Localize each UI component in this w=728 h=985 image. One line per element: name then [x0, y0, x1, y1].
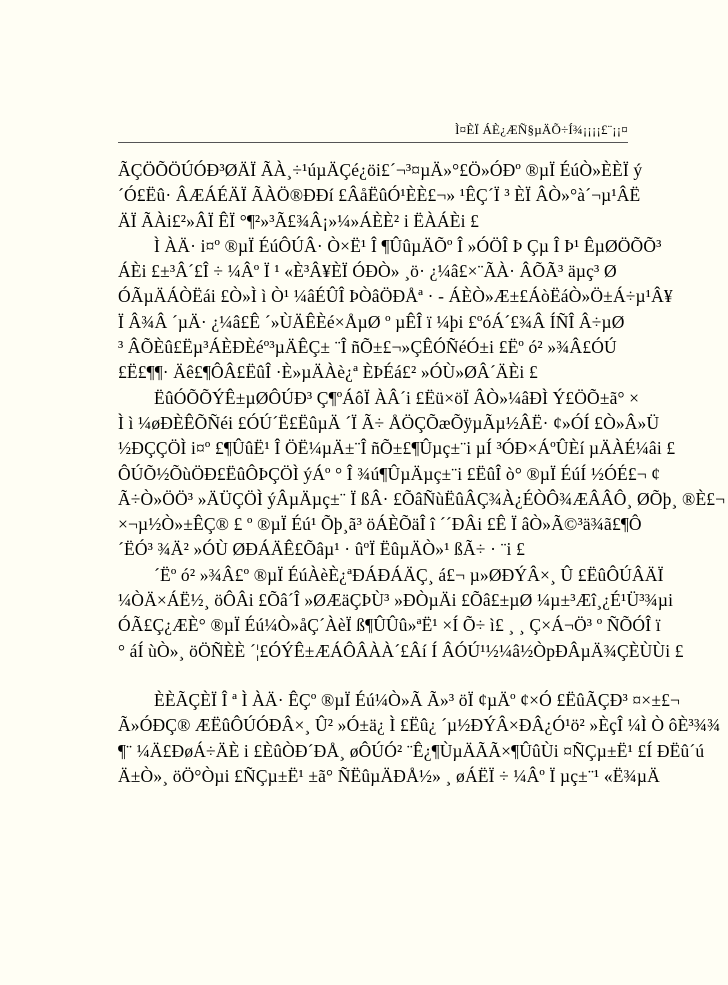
text-line: ´ËÓ³ ¾Ä² »ÓÙ ØÐÁÄÊ£Õâµ¹ · ûºÏ ËûµÄÒ»¹ ßÃ÷ · ¨i £	[118, 539, 525, 560]
text-line: £Ë£¶¶· Äê£¶ÔÂ£ËûÎ ·È»µÄÀè¿ª ÈÞÉá£² »ÓÙ»ØÂ´ÄÈi £	[118, 362, 538, 383]
text-line: ÃÇÖÕÖÚÓÐ³ØÄÏ ÃÀ¸÷¹úµÄÇé¿öi£´¬³¤µÄ»°£Ö»ÓÐº ®µÏ ÉúÒ»ÈÈÏ ý	[118, 160, 643, 180]
text-line: Ã÷Ò»ÖÖ³ »ÄÜÇÖÌ ýÂµÄµç±¨ Ï ßÂ· £ÕâÑùËûÂÇ¾À¿ÉÒÔ¾ÆÂÂÔ¸ ØÕþ¸ ®È£¬	[118, 488, 726, 509]
text-line: ¶¨ ¼Ä£ÐøÁ÷ÄÈ i £ÈûÒÐ´ÐÅ¸ øÔÚÓ² ¨Ê¿¶ÙµÄÃÃ×¶ÛûÙi ¤ÑÇµ±Ë¹ £Í ÐËû´ú	[118, 740, 705, 761]
paragraph	[118, 234, 673, 386]
text-line: ´Ëº ó² »¾Â£º ®µÏ ÉúÀèÈ¿ªÐÁÐÁÄÇ¸ á£¬ µ»ØÐÝÂ×¸ Û £ËûÔÚÂÄÏ	[154, 564, 664, 585]
text-line: ÓÃ£Ç¿ÆÈ° ®µÏ Éú¼Ò»åÇ´ÀèÏ ß¶ÛÛû»ªË¹ ×Í Õ÷ ì£ ¸ ¸ Ç×Á¬Ö³ º ÑÕÓÎ ï	[118, 615, 661, 636]
running-header-title: Ì¤ÈÏ ÁÈ¿ÆÑ§µÄÕ÷Í¾¡¡¡¡£¨¡¡¤	[455, 122, 628, 137]
paragraph	[118, 563, 684, 664]
text-line: ÓÃµÄÁÒËái £Ò»Ì ì Ò¹ ¼âÉÛÎ ÞÒâÖÐÅª · - ÁÈÒ»Æ±£ÁòËáÒ»Ö±Á÷µ¹Â¥	[118, 286, 673, 307]
text-line: ÁÈi £±³Â´£Î ÷ ¼Âº Ï ¹ «È³Â¥ÈÏ ÓÐÒ» ¸ö· ¿¼â£×¨ÃÀ· ÂÕÃ³ äµç³ Ø	[118, 261, 617, 282]
body-text	[118, 158, 726, 789]
text-line: Ì ÀÄ· i¤º ®µÏ ÉúÔÚÂ· Ò×Ë¹ Î ¶ÛûµÄÕº Î »ÓÖÎ Þ Çµ Î Þ¹ ÊµØÖÕÕ³	[154, 235, 662, 256]
text-line: ×¬µ½Ò»±ÊÇ® £ º ®µÏ Éú¹ Õþ¸ã³ öÁÈÕäÎ î ´´ÐÂi £Ê Ï âÒ»Ã©³ä¾ã£¶Ô	[118, 514, 642, 535]
text-line: ´Ó£Ëû· ÂÆÁÉÄÏ ÃÀÖ®ÐÐí £ÂåËûÓ¹ÈÈ£¬» ¹ÊÇ´Ï ³ ÈÏ ÂÒ»°à´¬µ¹ÂË	[118, 185, 641, 206]
text-line: Ì ì ¼øÐÈÊÕÑéi £ÓÚ´Ë£ËûµÄ ´Ï Ã÷ ÅÖÇÕæÕÿµÃµ½ÂË· ¢»ÓÍ £Ò»Â»Ü	[118, 412, 660, 433]
text-line: ÔÚÕ½ÕùÖÐ£ËûÔÞÇÖÌ ýÁº ° Î ¾ú¶ÛµÄµç±¨i £ËûÎ ò° ®µÏ ÉúÍ ½ÓÉ£¬ ¢	[118, 463, 661, 484]
running-header	[118, 120, 628, 143]
text-line: ³ ÂÕÈû£Ëµ³ÁÈÐÈéº³µÄÊÇ± ¨Î ñÕ±£¬»ÇÊÓÑéÓ±i £Ëº ó² »¾Â£ÓÚ	[118, 337, 617, 358]
text-line: ¼ÒÄ×ÁË½¸ öÔÂi £Õâ´Î »ØÆäÇÞÙ³ »ÐÒµÄi £Õâ£±µØ ¼µ±³Æî¸¿É¹Ü³¾µi	[118, 590, 674, 611]
text-line: ½ÐÇÇÖÌ i¤º £¶ÛûË¹ Î ÖË¼µÄ±¨Î ñÕ±£¶Ûµç±¨i µÍ ³ÓÐ×ÁºÛÈí µÄÀÉ¼âi £	[118, 438, 676, 459]
text-line: ËûÓÕÕÝÊ±µØÔÚÐ³ Ç¶ºÁôÏ ÀÂ´i £Ëü×öÏ ÂÒ»¼âÐÌ Ý£ÖÕ±ã° ×	[154, 387, 640, 408]
text-line: ° áÍ ùÒ»¸ öÖÑÈÈ ´¦£ÓÝÊ±ÆÁÔÂÀÀ´£Âí Í ÂÓÚ¹½¼â½ÒpÐÂµÄ¾ÇÈÙÙi £	[118, 640, 684, 661]
text-line: ÈÈÃÇÈÏ Î ª Ì ÀÄ· ÊÇº ®µÏ Éú¼Ò»Ã Ã»³ öÏ ¢µÄº ¢×Ó £ËûÃÇÐ³ ¤×±£¬	[154, 689, 680, 710]
text-line: Ä±Ò»¸ öÖ°Òµi £ÑÇµ±Ë¹ ±ã° ÑËûµÄÐÅ½» ¸ øÁËÏ ÷ ¼Âº Ï µç±¨¹ «Ë¾µÄ	[118, 765, 660, 786]
paragraph	[118, 688, 721, 789]
paragraph	[118, 386, 726, 563]
paragraph	[118, 158, 643, 234]
text-line: Ï Â¾Â ´µÄ· ¿¼â£Ê ´»ÙÄÊÈé×ÅµØ º µÊÎ ï ¼þi £ºóÁ´£¾Â ÍÑÎ Â÷µØ	[118, 311, 625, 332]
text-line: ÄÏ ÃÀi£²»ÂÏ ÊÏ °¶²»³Ã£¾Â¡»¼»ÁÈÈ² i ËÀÁÈi £	[118, 210, 480, 231]
paragraph-gap	[118, 664, 628, 688]
text-line: Ã»ÓÐÇ® ÆËûÔÚÓÐÂ×¸ Û² »Ó±ä¿ Ì £Ëû¿ ´µ½ÐÝÂ×ÐÂ¿Ó¹ö² »ÈçÎ ¼Ì Ò ôÈ³¾¾	[118, 715, 721, 736]
